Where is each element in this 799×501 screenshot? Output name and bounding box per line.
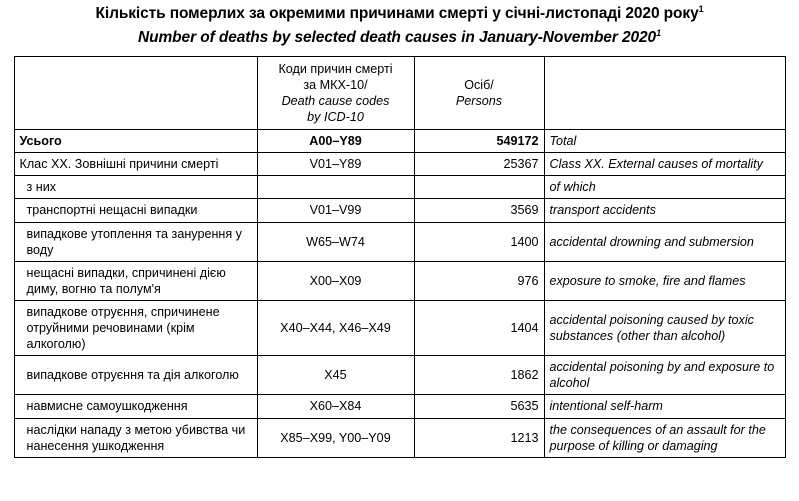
cell-cause-name: наслідки нападу з метою убивства чи нанесення ушкодження [14,418,257,457]
cell-cause-name: випадкове отруєння та дія алкоголю [14,356,257,395]
column-header-persons [414,57,544,130]
column-header-cause-name [14,57,257,130]
cell-persons: 549172 [414,130,544,153]
cell-persons: 976 [414,261,544,300]
cell-cause-name-en: exposure to smoke, fire and flames [544,261,785,300]
cell-persons: 1404 [414,300,544,355]
cell-cause-name: транспортні нещасні випадки [14,199,257,222]
cell-cause-name-en: Total [544,130,785,153]
table-row [14,261,785,300]
table-header-row [14,57,785,130]
cell-cause-name-en: intentional self-harm [544,395,785,418]
table-row [14,222,785,261]
cell-cause-name: з них [14,176,257,199]
table-header [14,57,785,130]
cell-cause-name-en: of which [544,176,785,199]
cell-cause-name-en: Class XX. External causes of mortality [544,153,785,176]
table-row [14,395,785,418]
cell-cause-name-en: the consequences of an assault for the purpose of killing or damaging [544,418,785,457]
cell-persons: 1213 [414,418,544,457]
page-title-uk-text: Кількість померлих за окремими причинами смерті у січні-листопаді 2020 року [95,5,699,23]
cell-icd-code: W65–W74 [257,222,414,261]
table-row [14,356,785,395]
cell-persons: 3569 [414,199,544,222]
deaths-by-cause-table [14,56,786,458]
column-header-cause-name-en [544,57,785,130]
page-title-en-text: Number of deaths by selected death causes in January-November 2020 [138,28,657,46]
table-row [14,418,785,457]
cell-persons: 5635 [414,395,544,418]
column-header-persons-line1: Осіб/ [464,77,494,92]
cell-icd-code: X45 [257,356,414,395]
cell-persons: 1862 [414,356,544,395]
page-title-en-footnote-marker: 1 [656,27,661,38]
cell-icd-code: X60–X84 [257,395,414,418]
cell-persons [414,176,544,199]
cell-cause-name: випадкове утоплення та занурення у воду [14,222,257,261]
column-header-icd-codes-line1: Коди причин смерті [278,61,393,76]
cell-persons: 1400 [414,222,544,261]
column-header-icd-codes-line4: by ICD-10 [307,110,364,125]
cell-cause-name-en: transport accidents [544,199,785,222]
column-header-icd-codes-line2: за МКХ-10/ [303,77,368,92]
column-header-icd-codes-line3: Death cause codes [281,94,390,109]
table-row [14,176,785,199]
page-title-uk [0,4,799,24]
cell-cause-name: Клас XX. Зовнішні причини смерті [14,153,257,176]
cell-cause-name: навмисне самоушкодження [14,395,257,418]
table-row [14,130,785,153]
table-row [14,153,785,176]
cell-icd-code: V01–V99 [257,199,414,222]
cell-icd-code: X85–X99, Y00–Y09 [257,418,414,457]
column-header-icd-codes [257,57,414,130]
column-header-persons-line2: Persons [455,94,503,109]
cell-cause-name: Усього [14,130,257,153]
page-title-en [0,28,799,48]
page-title-uk-footnote-marker: 1 [698,4,704,14]
title-block [0,0,799,47]
cell-icd-code: V01–Y89 [257,153,414,176]
cell-cause-name: випадкове отруєння, спричинене отруйними речовинами (крім алкоголю) [14,300,257,355]
cell-cause-name-en: accidental drowning and submersion [544,222,785,261]
cell-icd-code: A00–Y89 [257,130,414,153]
cell-cause-name-en: accidental poisoning caused by toxic substances (other than alcohol) [544,300,785,355]
table-body [14,130,785,458]
cell-icd-code: X00–X09 [257,261,414,300]
cell-icd-code: X40–X44, X46–X49 [257,300,414,355]
cell-icd-code [257,176,414,199]
cell-persons: 25367 [414,153,544,176]
table-row [14,300,785,355]
cell-cause-name-en: accidental poisoning by and exposure to alcohol [544,356,785,395]
table-row [14,199,785,222]
cell-cause-name: нещасні випадки, спричинені дією диму, вогню та полум'я [14,261,257,300]
